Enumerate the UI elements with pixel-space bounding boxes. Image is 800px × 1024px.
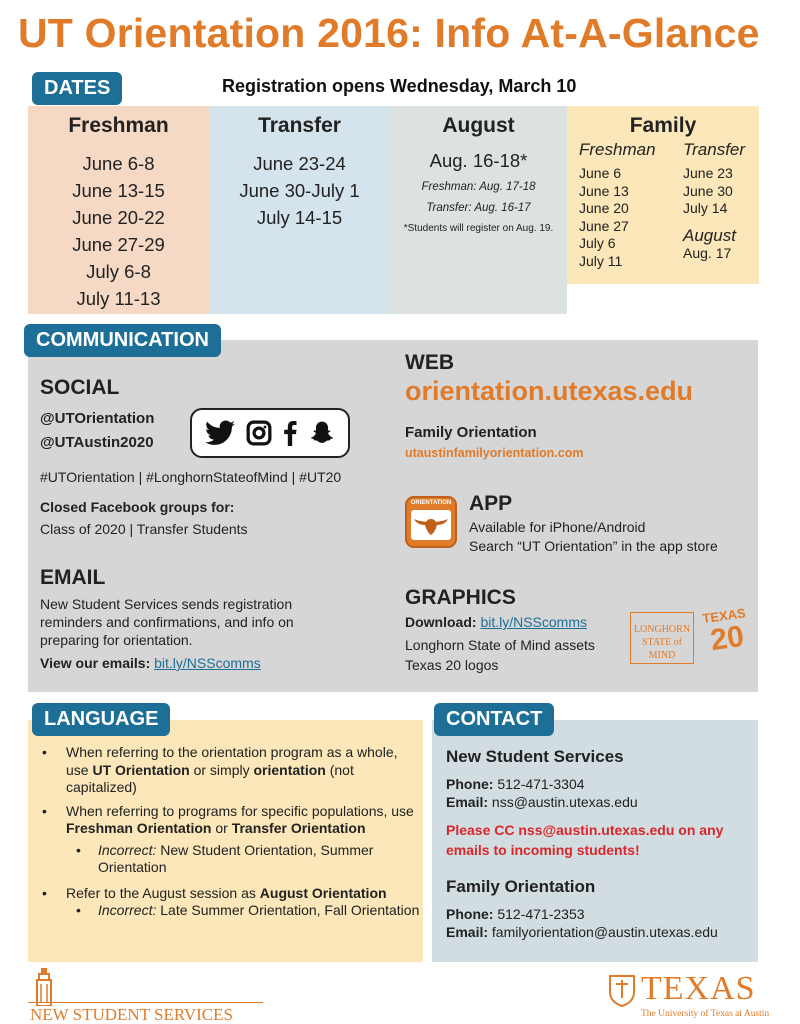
cc-note-line-2: emails to incoming students!: [446, 842, 640, 858]
nss-email: Email: nss@austin.utexas.edu: [446, 794, 638, 810]
family-transfer-dates: [683, 165, 733, 218]
date-item: June 20: [579, 200, 629, 216]
date-item: June 30-July 1: [239, 180, 360, 201]
longhorn-state-of-mind-logo: LONGHORN STATE of MIND: [630, 612, 694, 664]
august-freshman-date: Freshman: Aug. 17-18: [421, 181, 536, 193]
date-item: June 6: [579, 165, 622, 181]
list-subitem: • Incorrect: New Student Orientation, Summer Orientation: [66, 842, 420, 877]
ut-seal-icon: [608, 974, 636, 1013]
footer-new-student-services: NEW STUDENT SERVICES: [30, 1005, 233, 1024]
date-item: June 27-29: [72, 234, 165, 255]
social-icons: [190, 408, 350, 458]
social-handle-1: @UTOrientation: [40, 410, 155, 427]
instagram-icon[interactable]: [246, 420, 272, 446]
family-freshman-label: Freshman: [579, 140, 656, 159]
list-subitem: • Incorrect: Late Summer Orientation, Fall Orientation: [66, 902, 420, 920]
date-item: June 27: [579, 217, 629, 234]
email-body-line: preparing for orientation.: [40, 632, 193, 648]
family-heading: Family: [629, 114, 697, 137]
nss-heading: New Student Services: [446, 747, 624, 766]
date-item: June 23-24: [253, 153, 346, 174]
graphics-download-link[interactable]: bit.ly/NSScomms: [480, 614, 588, 630]
registration-note: Registration opens Wednesday, March 10: [222, 76, 577, 96]
list-item: • Refer to the August session as August Orientation: [40, 885, 420, 903]
date-item: July 6: [579, 235, 616, 251]
family-freshman-dates: [579, 165, 629, 270]
family-orientation-url[interactable]: utaustinfamilyorientation.com: [405, 446, 584, 460]
date-item: June 20-22: [72, 207, 165, 228]
social-hashtags: #UTOrientation | #LonghornStateofMind | #UT20: [40, 469, 342, 485]
view-emails-link[interactable]: bit.ly/NSScomms: [154, 655, 261, 671]
page-title: UT Orientation 2016: Info At-A-Glance: [18, 10, 760, 56]
email-heading: EMAIL: [40, 566, 106, 589]
email-body-line: New Student Services sends registration: [40, 596, 293, 612]
facebook-groups-label: Closed Facebook groups for:: [40, 499, 235, 515]
facebook-groups: Class of 2020 | Transfer Students: [40, 521, 248, 537]
transfer-dates-column: [209, 106, 390, 314]
language-list: [40, 744, 420, 920]
date-item: July 14: [683, 200, 728, 216]
date-item: July 14-15: [256, 207, 343, 228]
family-august-dates: [683, 245, 731, 263]
transfer-heading: Transfer: [258, 114, 341, 137]
family-august-label: August: [683, 226, 736, 245]
email-body-line: reminders and confirmations, and info on: [40, 614, 294, 630]
twitter-icon[interactable]: [205, 420, 235, 446]
freshman-dates-column: [28, 106, 209, 314]
footer-divider: [28, 1002, 263, 1003]
date-item: June 23: [683, 165, 733, 181]
family-orientation-heading: Family Orientation: [446, 877, 596, 896]
date-item: June 30: [683, 182, 733, 199]
app-icon[interactable]: ORIENTATION: [405, 496, 457, 548]
contact-tab: CONTACT: [434, 703, 554, 736]
august-footnote: *Students will register on Aug. 19.: [403, 223, 554, 234]
graphics-download-label: Download:: [405, 614, 481, 630]
august-dates-column: [390, 106, 567, 314]
app-heading: APP: [469, 492, 513, 515]
list-item: • When referring to the orientation program as a whole, use UT Orientation or simply orientation (not capitalized): [40, 744, 420, 797]
date-item: June 13-15: [72, 180, 165, 201]
date-item: July 11: [579, 252, 623, 269]
social-heading: SOCIAL: [40, 376, 120, 399]
dates-tab: DATES: [32, 72, 122, 105]
august-transfer-date: Transfer: Aug. 16-17: [426, 202, 531, 214]
date-item: July 6-8: [86, 261, 151, 282]
family-transfer-label: Transfer: [683, 140, 746, 159]
date-item: June 6-8: [82, 153, 155, 174]
date-item: July 11-13: [76, 288, 161, 309]
graphics-download: [405, 614, 587, 630]
graphics-line-1: Longhorn State of Mind assets: [405, 637, 595, 653]
communication-tab: COMMUNICATION: [24, 324, 221, 357]
date-item: June 13: [579, 182, 629, 199]
web-url[interactable]: orientation.utexas.edu: [405, 376, 694, 406]
nss-phone: Phone: 512-471-3304: [446, 776, 585, 792]
footer-ut-austin: The University of Texas at Austin: [641, 1009, 770, 1019]
facebook-icon[interactable]: [282, 420, 298, 446]
view-emails: [40, 655, 261, 671]
texas-20-logo: TEXAS 20: [701, 605, 747, 658]
web-heading: WEB: [405, 351, 454, 374]
snapchat-icon[interactable]: [309, 420, 335, 446]
footer-texas-wordmark: TEXAS: [641, 970, 756, 1007]
list-item: • When referring to programs for specific populations, use Freshman Orientation or Transfer Orientation: [40, 803, 420, 838]
august-main-date: Aug. 16-18*: [429, 150, 528, 171]
language-tab: LANGUAGE: [32, 703, 170, 736]
app-line-2: Search “UT Orientation” in the app store: [469, 538, 718, 554]
date-item: Aug. 17: [683, 245, 732, 261]
august-heading: August: [442, 114, 515, 137]
social-handle-2: @UTAustin2020: [40, 434, 154, 451]
family-phone: Phone: 512-471-2353: [446, 906, 585, 922]
family-orientation-label: Family Orientation: [405, 424, 537, 441]
family-email: Email: familyorientation@austin.utexas.edu: [446, 924, 718, 940]
graphics-line-2: Texas 20 logos: [405, 657, 499, 673]
app-line-1: Available for iPhone/Android: [469, 519, 646, 535]
cc-note-line-1: Please CC nss@austin.utexas.edu on any: [446, 822, 724, 838]
freshman-heading: Freshman: [68, 114, 169, 137]
graphics-heading: GRAPHICS: [405, 586, 516, 609]
view-emails-label: View our emails:: [40, 655, 155, 671]
